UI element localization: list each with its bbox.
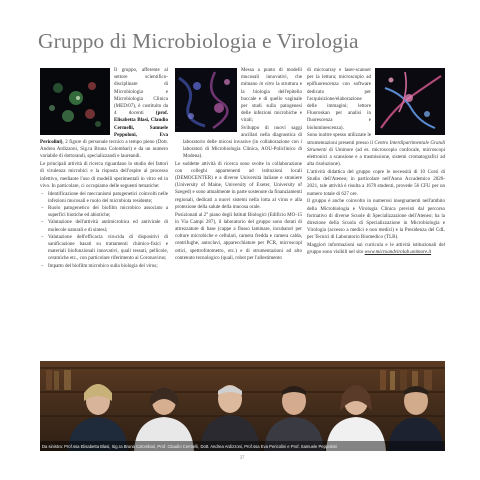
teaching-text: L'attività didattica del gruppo copre le necessità di 10 Corsi di Studio dell'Ateneo; in particolare nell'Anno Accademico 2020-2021, tale attività è risulta a 1678 studenti, provede 56 CFU per un numero totale di 627 ore. [307, 169, 445, 197]
group-photo [40, 361, 445, 451]
website-link[interactable]: www.microandvirolab.unimore.it [364, 249, 432, 256]
text-column-1 [40, 67, 168, 361]
microscopy-photo-1 [40, 68, 110, 135]
research-intro: Le principali attività di ricerca riguardano lo studio dei fattori di virulenza microbici e la risposta dell'ospite al processo infettivo, mediante l'uso di modelli sperimentali in vitro ed in vivo. In particolare, ci occupiamo delle seguenti tematiche: [40, 161, 168, 189]
photo-caption: Da sinistra: Prof.ssa Elisabetta Blasi, Sig.ra Bruna Colombari, Prof. Claudio Cermelli, Dott. Andrea Ardizzoni, Prof.ssa Eva Pericolini e Prof. Samuele Peppoloni [42, 444, 338, 449]
facilities-text: Posizionati al 2° piano degli Istituti Biologici (Edificio MO-15 in Via Campi 287), il laboratorio del gruppo sono dotati di attrezzature di base (cappe a flusso laminare, incubatori per colture microbiche e cellulari, camera fredda e camera calda, centrifughe, autoclavi, apparecchiature per PCR, microscopi ottici, spettrofotometro, etc.) e di strumentazioni ad alto contenuto tecnologico (quali, robot per l'allestimento [175, 211, 302, 261]
list-item: – Impatto del biofilm microbico sulla biologia dei virus; [40, 263, 168, 270]
fluorescence-cells-image [40, 68, 110, 135]
instrumentation-text: di microarray e laser-scanner per la lettura; microscopio ad epifluorescenza con software dedicato per l'acquisizione/elaborazione delle immagini; lettore Fluoroskan per analisi in fluorescenza e bioluminescenza). [307, 67, 371, 131]
fungal-hyphae-image [375, 68, 445, 135]
research-topics-list [40, 191, 168, 270]
text-column-2 [175, 67, 302, 361]
list-item: – Valutazione dell'attività antimicrobica ed antivirale di molecole naturali e di sintesi; [40, 219, 168, 233]
text-column-3 [307, 67, 445, 361]
intro-text-continued: , 2 figure di personale tecnico a tempo pieno (Dott. Andrea Ardizzoni, Sig.ra Bruna Colombari) e da un numero variabile di dottorandi, specializzandi e laureandi. [40, 139, 168, 160]
group-photo-image [40, 361, 445, 451]
list-item: – Sviluppo di nuovi saggi ancillari nella diagnostica di laboratorio delle micosi invasive (in collaborazione con i laboratori di Microbiologia Clinica, AOU-Policlinico di Modena). [175, 125, 302, 161]
more-info-text: Maggiori informazioni sui curricula e le attività istituzionali del gruppo sono visibili nel sito www.microandvirolab.unimore.it [307, 242, 445, 256]
page-number: 37 [239, 456, 245, 461]
page-title: Gruppo di Microbiologia e Virologia [38, 29, 359, 53]
list-item: – Valutazione dell'efficacia virucida di dispositivi di sanificazione basati su trattamenti chimico-fisici e materiali biofunzionali innovativi, quali tessuti, pellicole, ceramiche etc., con particolare riferimento ai Coronavirus; [40, 234, 168, 263]
microscopy-photo-3 [375, 68, 445, 135]
list-item: – Ruolo patogenetico dei biofilm microbico associato a superfici biotiche ed abiotiche; [40, 205, 168, 219]
collaborations-text: Le suddette attività di ricerca sono svolte in collaborazione con colleghi appartenenti ad istituzioni locali (DEMOCENTER) e a diverse Università italiane e straniere (University of Maine, University of Exeter, University of Szeged) e sono attualmente in parte sostenute da finanziamenti regionali, dedicati a nuovi sistemi nella lotta al virus e alla protezione della salute della mucosa orale. [175, 160, 302, 210]
research-topics-list-continued [175, 67, 302, 161]
list-item: – Identificazione dei meccanismi patogenetici coinvolti nelle infezioni mucosali e ruolo del microbiota residente; [40, 191, 168, 205]
specialization-text: Il gruppo è anche coinvolto in numerosi insegnamenti nell'ambito della Microbiologia e Virologia Clinica previsti dal percorso formativo di diverse Scuole di Specializzazione dell'Ateneo; ha la direzione della Scuola di Specializzazione in Microbiologia e Virologia (accesso a medici e non medici) e la Presidenza del CdL per Tecnici di Laboratorio Biomedico (TLB). [307, 198, 445, 241]
staff-names: (prof. Elisabetta Blasi, Claudio Cermelli, Samuele Peppoloni, Eva Pericolini) [40, 110, 168, 146]
intro-text: Il gruppo, afferente al settore scientifico-disciplinare di Microbiologia e Microbiologia Clinica (MED/07), è costituito da 4 docenti [114, 67, 168, 117]
list-item: – Messa a punto di modelli mucosali innovativi, che mimano in vitro la struttura e la biologia dell'epitelio buccale e di quello vaginale per studi sulla patogenesi delle infezioni microbiche e virali; [175, 67, 302, 125]
shared-instruments-text: Sono inoltre spesso utilizzate le strumentazioni presenti presso il Centro Interdipartimentale Grandi Strumenti di Unimore (ad es. microscopio confocale, microscopi elettronici a scansione e a trasmissione, sistemi cromatografici ad alta risoluzione). [307, 132, 445, 168]
